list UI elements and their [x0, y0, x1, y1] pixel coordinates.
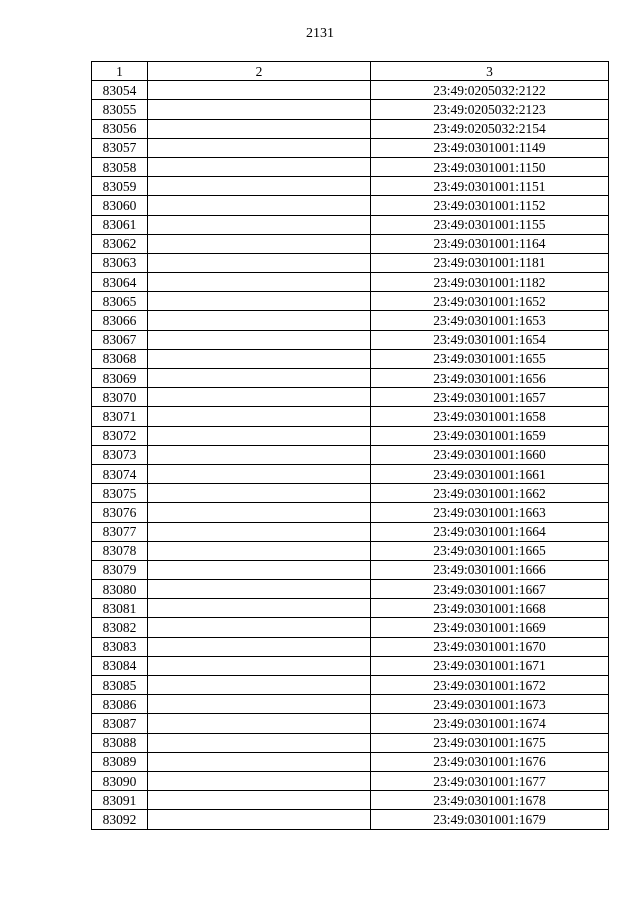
table-row: [92, 637, 609, 656]
cell-cadastral-number: 23:49:0301001:1668: [371, 599, 609, 618]
cell-cadastral-number: 23:49:0301001:1663: [371, 503, 609, 522]
cell-description: [148, 599, 371, 618]
table-row: [92, 445, 609, 464]
table-row: [92, 714, 609, 733]
cell-description: [148, 215, 371, 234]
cell-number: 83083: [92, 637, 148, 656]
table-row: [92, 311, 609, 330]
cell-cadastral-number: 23:49:0301001:1662: [371, 484, 609, 503]
cell-cadastral-number: 23:49:0301001:1666: [371, 560, 609, 579]
cell-description: [148, 234, 371, 253]
cell-cadastral-number: 23:49:0301001:1674: [371, 714, 609, 733]
cell-description: [148, 196, 371, 215]
cell-description: [148, 580, 371, 599]
table-row: [92, 426, 609, 445]
table-row: [92, 733, 609, 752]
table-row: [92, 215, 609, 234]
table-row: [92, 560, 609, 579]
cell-cadastral-number: 23:49:0301001:1672: [371, 676, 609, 695]
cell-description: [148, 253, 371, 272]
cell-cadastral-number: 23:49:0301001:1667: [371, 580, 609, 599]
cell-number: 83078: [92, 541, 148, 560]
cell-description: [148, 522, 371, 541]
cell-cadastral-number: 23:49:0301001:1182: [371, 273, 609, 292]
cell-description: [148, 618, 371, 637]
cell-cadastral-number: 23:49:0301001:1149: [371, 138, 609, 157]
cell-number: 83054: [92, 81, 148, 100]
cell-description: [148, 138, 371, 157]
cell-cadastral-number: 23:49:0301001:1675: [371, 733, 609, 752]
cell-description: [148, 656, 371, 675]
table-row: [92, 273, 609, 292]
cell-cadastral-number: 23:49:0301001:1661: [371, 464, 609, 483]
cell-number: 83068: [92, 349, 148, 368]
column-header-3: 3: [371, 62, 609, 81]
cell-cadastral-number: 23:49:0301001:1658: [371, 407, 609, 426]
table-row: [92, 330, 609, 349]
cell-number: 83069: [92, 369, 148, 388]
cell-description: [148, 311, 371, 330]
cell-description: [148, 464, 371, 483]
cell-cadastral-number: 23:49:0301001:1676: [371, 752, 609, 771]
cell-cadastral-number: 23:49:0301001:1181: [371, 253, 609, 272]
table-row: [92, 810, 609, 829]
table-row: [92, 196, 609, 215]
cell-number: 83086: [92, 695, 148, 714]
cell-cadastral-number: 23:49:0301001:1679: [371, 810, 609, 829]
cell-cadastral-number: 23:49:0205032:2122: [371, 81, 609, 100]
table-row: [92, 100, 609, 119]
cell-cadastral-number: 23:49:0301001:1673: [371, 695, 609, 714]
cell-cadastral-number: 23:49:0301001:1164: [371, 234, 609, 253]
cell-description: [148, 292, 371, 311]
cell-number: 83085: [92, 676, 148, 695]
cell-cadastral-number: 23:49:0301001:1150: [371, 157, 609, 176]
cell-cadastral-number: 23:49:0205032:2154: [371, 119, 609, 138]
table-row: [92, 752, 609, 771]
table-row: [92, 522, 609, 541]
cell-cadastral-number: 23:49:0301001:1656: [371, 369, 609, 388]
cell-number: 83060: [92, 196, 148, 215]
cell-cadastral-number: 23:49:0301001:1653: [371, 311, 609, 330]
table-row: [92, 771, 609, 790]
table-row: [92, 177, 609, 196]
cell-description: [148, 714, 371, 733]
cell-cadastral-number: 23:49:0301001:1155: [371, 215, 609, 234]
table-row: [92, 253, 609, 272]
cell-number: 83080: [92, 580, 148, 599]
cell-number: 83070: [92, 388, 148, 407]
cell-number: 83063: [92, 253, 148, 272]
cell-number: 83072: [92, 426, 148, 445]
cell-number: 83071: [92, 407, 148, 426]
table-row: [92, 503, 609, 522]
cell-number: 83079: [92, 560, 148, 579]
cell-cadastral-number: 23:49:0301001:1678: [371, 791, 609, 810]
table-row: [92, 407, 609, 426]
cell-cadastral-number: 23:49:0301001:1657: [371, 388, 609, 407]
table-row: [92, 618, 609, 637]
cell-description: [148, 810, 371, 829]
table-row: [92, 580, 609, 599]
table-row: [92, 791, 609, 810]
cell-description: [148, 484, 371, 503]
cell-description: [148, 503, 371, 522]
cell-description: [148, 388, 371, 407]
table-row: [92, 349, 609, 368]
cell-description: [148, 541, 371, 560]
cell-cadastral-number: 23:49:0301001:1659: [371, 426, 609, 445]
cell-cadastral-number: 23:49:0301001:1664: [371, 522, 609, 541]
cell-number: 83074: [92, 464, 148, 483]
cell-description: [148, 771, 371, 790]
cell-number: 83087: [92, 714, 148, 733]
cell-number: 83073: [92, 445, 148, 464]
table-row: [92, 484, 609, 503]
cell-description: [148, 791, 371, 810]
table-row: [92, 138, 609, 157]
cell-number: 83091: [92, 791, 148, 810]
cell-cadastral-number: 23:49:0301001:1654: [371, 330, 609, 349]
cell-description: [148, 637, 371, 656]
cell-description: [148, 157, 371, 176]
cell-number: 83064: [92, 273, 148, 292]
table-row: [92, 234, 609, 253]
table-row: [92, 676, 609, 695]
cell-cadastral-number: 23:49:0301001:1652: [371, 292, 609, 311]
cell-cadastral-number: 23:49:0301001:1665: [371, 541, 609, 560]
table-row: [92, 388, 609, 407]
cell-number: 83062: [92, 234, 148, 253]
cell-description: [148, 81, 371, 100]
cell-number: 83067: [92, 330, 148, 349]
cell-description: [148, 330, 371, 349]
cell-cadastral-number: 23:49:0205032:2123: [371, 100, 609, 119]
cell-number: 83055: [92, 100, 148, 119]
cell-number: 83077: [92, 522, 148, 541]
table-row: [92, 464, 609, 483]
cell-description: [148, 119, 371, 138]
table-row: [92, 81, 609, 100]
cell-number: 83092: [92, 810, 148, 829]
cell-description: [148, 100, 371, 119]
cell-cadastral-number: 23:49:0301001:1655: [371, 349, 609, 368]
table-row: [92, 119, 609, 138]
cell-number: 83065: [92, 292, 148, 311]
cell-description: [148, 349, 371, 368]
cell-cadastral-number: 23:49:0301001:1660: [371, 445, 609, 464]
cell-number: 83088: [92, 733, 148, 752]
cell-description: [148, 695, 371, 714]
cell-description: [148, 426, 371, 445]
table-row: [92, 157, 609, 176]
cell-cadastral-number: 23:49:0301001:1670: [371, 637, 609, 656]
cell-description: [148, 733, 371, 752]
cell-cadastral-number: 23:49:0301001:1152: [371, 196, 609, 215]
column-header-1: 1: [92, 62, 148, 81]
table-header-row: [92, 62, 609, 81]
cell-number: 83057: [92, 138, 148, 157]
cell-number: 83090: [92, 771, 148, 790]
cell-number: 83076: [92, 503, 148, 522]
cell-number: 83075: [92, 484, 148, 503]
cell-number: 83061: [92, 215, 148, 234]
cell-description: [148, 273, 371, 292]
cell-description: [148, 676, 371, 695]
cell-description: [148, 369, 371, 388]
table-row: [92, 599, 609, 618]
cell-number: 83059: [92, 177, 148, 196]
registry-table: [91, 61, 609, 830]
page-number: 2131: [306, 26, 334, 41]
cell-cadastral-number: 23:49:0301001:1151: [371, 177, 609, 196]
cell-description: [148, 177, 371, 196]
cell-number: 83066: [92, 311, 148, 330]
cell-number: 83058: [92, 157, 148, 176]
cell-number: 83089: [92, 752, 148, 771]
cell-cadastral-number: 23:49:0301001:1669: [371, 618, 609, 637]
cell-description: [148, 407, 371, 426]
cell-description: [148, 445, 371, 464]
cell-number: 83081: [92, 599, 148, 618]
cell-number: 83084: [92, 656, 148, 675]
cell-number: 83056: [92, 119, 148, 138]
table-row: [92, 369, 609, 388]
cell-description: [148, 560, 371, 579]
table-body: [92, 81, 609, 829]
cell-description: [148, 752, 371, 771]
cell-number: 83082: [92, 618, 148, 637]
table-row: [92, 695, 609, 714]
table-row: [92, 656, 609, 675]
cell-cadastral-number: 23:49:0301001:1677: [371, 771, 609, 790]
table-row: [92, 292, 609, 311]
table-row: [92, 541, 609, 560]
column-header-2: 2: [148, 62, 371, 81]
cell-cadastral-number: 23:49:0301001:1671: [371, 656, 609, 675]
